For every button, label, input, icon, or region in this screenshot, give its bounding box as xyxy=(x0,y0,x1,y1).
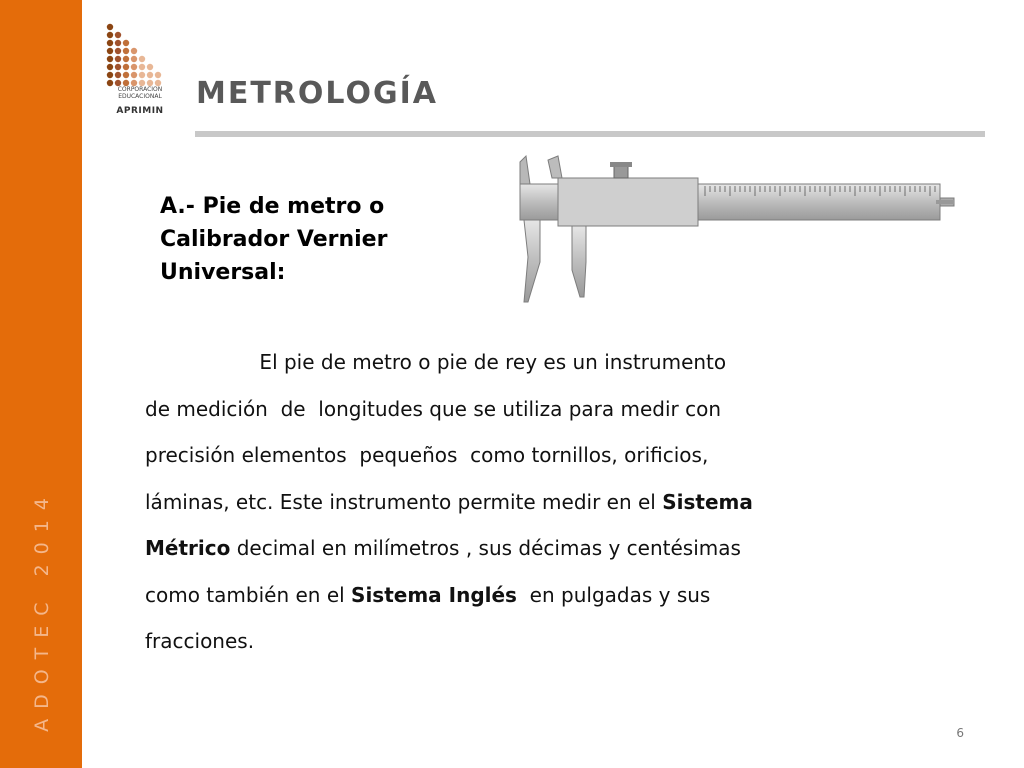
logo-dot xyxy=(131,48,137,54)
logo-dot xyxy=(107,24,113,30)
body-line-2: de medición de longitudes que se utiliza para medir con xyxy=(145,396,722,421)
vernier-caliper-image xyxy=(500,152,970,307)
logo-dot xyxy=(139,72,145,78)
aprimin-logo xyxy=(104,22,176,118)
logo-dot xyxy=(107,48,113,54)
logo-dot xyxy=(131,64,137,70)
logo-dot xyxy=(123,48,129,54)
body-line-6: como también en el Sistema Inglés en pulgadas y sus xyxy=(145,582,711,607)
logo-dot xyxy=(131,56,137,62)
logo-dot xyxy=(155,72,161,78)
logo-dot xyxy=(107,40,113,46)
heading-line-3: Universal: xyxy=(160,260,286,285)
logo-dot xyxy=(115,32,121,38)
heading-line-1: A.- Pie de metro o xyxy=(160,194,385,219)
logo-caption xyxy=(106,86,174,100)
logo-line1: CORPORACION xyxy=(117,86,163,93)
logo-dot xyxy=(107,32,113,38)
logo-dot xyxy=(147,72,153,78)
logo-dot xyxy=(107,72,113,78)
body-line-5: Métrico decimal en milímetros , sus décimas y centésimas xyxy=(145,536,741,560)
logo-dot xyxy=(115,48,121,54)
body-paragraph xyxy=(145,342,945,668)
body-line-1: El pie de metro o pie de rey es un instrumento xyxy=(145,350,727,374)
logo-dot xyxy=(123,40,129,46)
sidebar-band xyxy=(0,0,82,768)
body-line-4: láminas, etc. Este instrumento permite medir en el Sistema xyxy=(145,489,753,514)
logo-dot xyxy=(131,72,137,78)
logo-dot xyxy=(123,72,129,78)
page-title: METROLOGÍA xyxy=(196,76,438,111)
page-number: 6 xyxy=(956,726,964,740)
sidebar-vertical-text: ADOTEC 2014 xyxy=(31,488,53,732)
logo-dot xyxy=(123,64,129,70)
heading-line-2: Calibrador Vernier xyxy=(160,227,388,252)
logo-dot xyxy=(123,56,129,62)
term-sistema-ingles: Sistema Inglés xyxy=(351,582,517,607)
logo-dot xyxy=(115,40,121,46)
logo-dot xyxy=(115,64,121,70)
body-line-7: fracciones. xyxy=(145,629,255,653)
body-line-3: precisión elementos pequeños como tornillos, orificios, xyxy=(145,443,709,467)
term-sistema: Sistema xyxy=(662,489,753,514)
logo-line2: EDUCACIONAL xyxy=(118,93,162,100)
logo-dot xyxy=(107,56,113,62)
logo-dot xyxy=(115,56,121,62)
logo-dot xyxy=(139,56,145,62)
logo-brand: APRIMIN xyxy=(116,106,164,116)
logo-dot xyxy=(139,64,145,70)
section-heading xyxy=(160,190,480,289)
title-divider xyxy=(195,131,985,137)
logo-dot xyxy=(115,72,121,78)
term-metrico: Métrico xyxy=(145,536,231,560)
logo-dot xyxy=(147,64,153,70)
logo-dot xyxy=(107,64,113,70)
